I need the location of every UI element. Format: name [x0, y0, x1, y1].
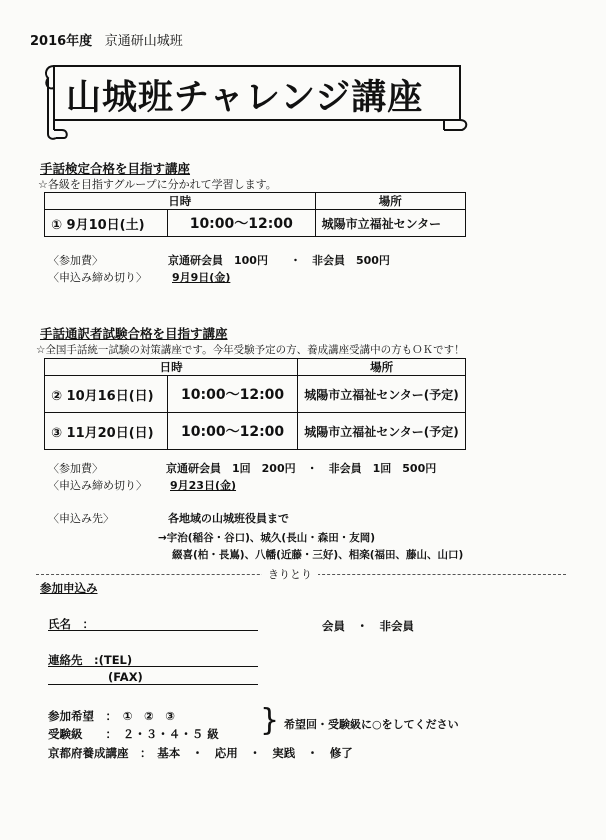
session-place: 城陽市立福祉センター — [315, 210, 465, 237]
name-label: 氏名 ： — [48, 617, 94, 631]
brace-note: 希望回・受験級に○をしてください — [284, 718, 459, 731]
session-time: 10:00～12:00 — [168, 413, 298, 450]
course-label[interactable]: 京都府養成講座 ： 基本 ・ 応用 ・ 実践 ・ 修了 — [48, 746, 353, 760]
session-date: ② 10月16日(日) — [45, 376, 168, 413]
form-title: 参加申込み — [40, 581, 98, 595]
course2-deadline-label: 〈申込み締め切り〉 — [48, 479, 147, 492]
apply-label: 〈申込み先〉 — [48, 512, 114, 525]
session-time: 10:00～12:00 — [168, 210, 316, 237]
header-year: 2016年度 — [30, 34, 93, 49]
course2-fee: 京通研会員 1回 200円 ・ 非会員 1回 500円 — [166, 462, 437, 475]
course1-fee-label: 〈参加費〉 — [48, 254, 103, 267]
page-title: 山城班チャレンジ講座 — [66, 78, 424, 118]
fax-field[interactable] — [48, 684, 258, 685]
course2-deadline: 9月23日(金) — [170, 479, 237, 492]
apply-line1: 各地域の山城班役員まで — [168, 512, 289, 525]
course1-deadline-label: 〈申込み締め切り〉 — [48, 271, 147, 284]
member-options[interactable]: 会員 ・ 非会員 — [322, 619, 414, 633]
cut-label: きりとり — [262, 566, 318, 582]
session-date: ③ 11月20日(日) — [45, 413, 168, 450]
apply-line3: 綴喜(柏・長嶌)、八幡(近藤・三好)、相楽(福田、藤山、山口) — [172, 549, 464, 561]
table-head-datetime: 日時 — [45, 193, 316, 210]
grade-label[interactable]: 受験級 ： ２・３・４・５ 級 — [48, 727, 219, 741]
course2-title: 手話通訳者試験合格を目指す講座 — [40, 326, 228, 341]
brace-icon: } — [260, 703, 280, 738]
course2-note: ☆全国手話統一試験の対策講座です。今年受験予定の方、養成講座受講中の方もＯＫです！ — [36, 344, 465, 356]
name-field[interactable] — [48, 630, 258, 631]
course1-deadline: 9月9日(金) — [172, 271, 231, 284]
course2-fee-label: 〈参加費〉 — [48, 462, 103, 475]
header-line — [30, 30, 183, 49]
table-head-place: 場所 — [315, 193, 465, 210]
tel-field[interactable] — [48, 666, 258, 667]
apply-line2: →宇治(稲谷・谷口)、城久(長山・森田・友岡) — [158, 532, 375, 544]
course1-fee: 京通研会員 100円 ・ 非会員 500円 — [168, 254, 390, 267]
fax-label: (FAX) — [108, 670, 143, 684]
course1-note: ☆各級を目指すグループに分かれて学習します。 — [38, 178, 277, 191]
session-date: ① 9月10日(土) — [45, 210, 168, 237]
course2-schedule-table — [44, 358, 466, 450]
session-place: 城陽市立福祉センター(予定) — [298, 376, 466, 413]
contact-label: 連絡先 :(TEL) — [48, 653, 133, 667]
table-row — [45, 376, 466, 413]
course1-schedule-table — [44, 192, 466, 237]
table-row — [45, 413, 466, 450]
session-place: 城陽市立福祉センター(予定) — [298, 413, 466, 450]
table-row — [45, 210, 466, 237]
table-head-datetime: 日時 — [45, 359, 298, 376]
course1-title: 手話検定合格を目指す講座 — [40, 161, 191, 176]
session-time: 10:00～12:00 — [168, 376, 298, 413]
header-org: 京通研山城班 — [104, 34, 183, 49]
wish-label[interactable]: 参加希望 ： ① ② ③ — [48, 709, 175, 723]
table-head-place: 場所 — [298, 359, 466, 376]
